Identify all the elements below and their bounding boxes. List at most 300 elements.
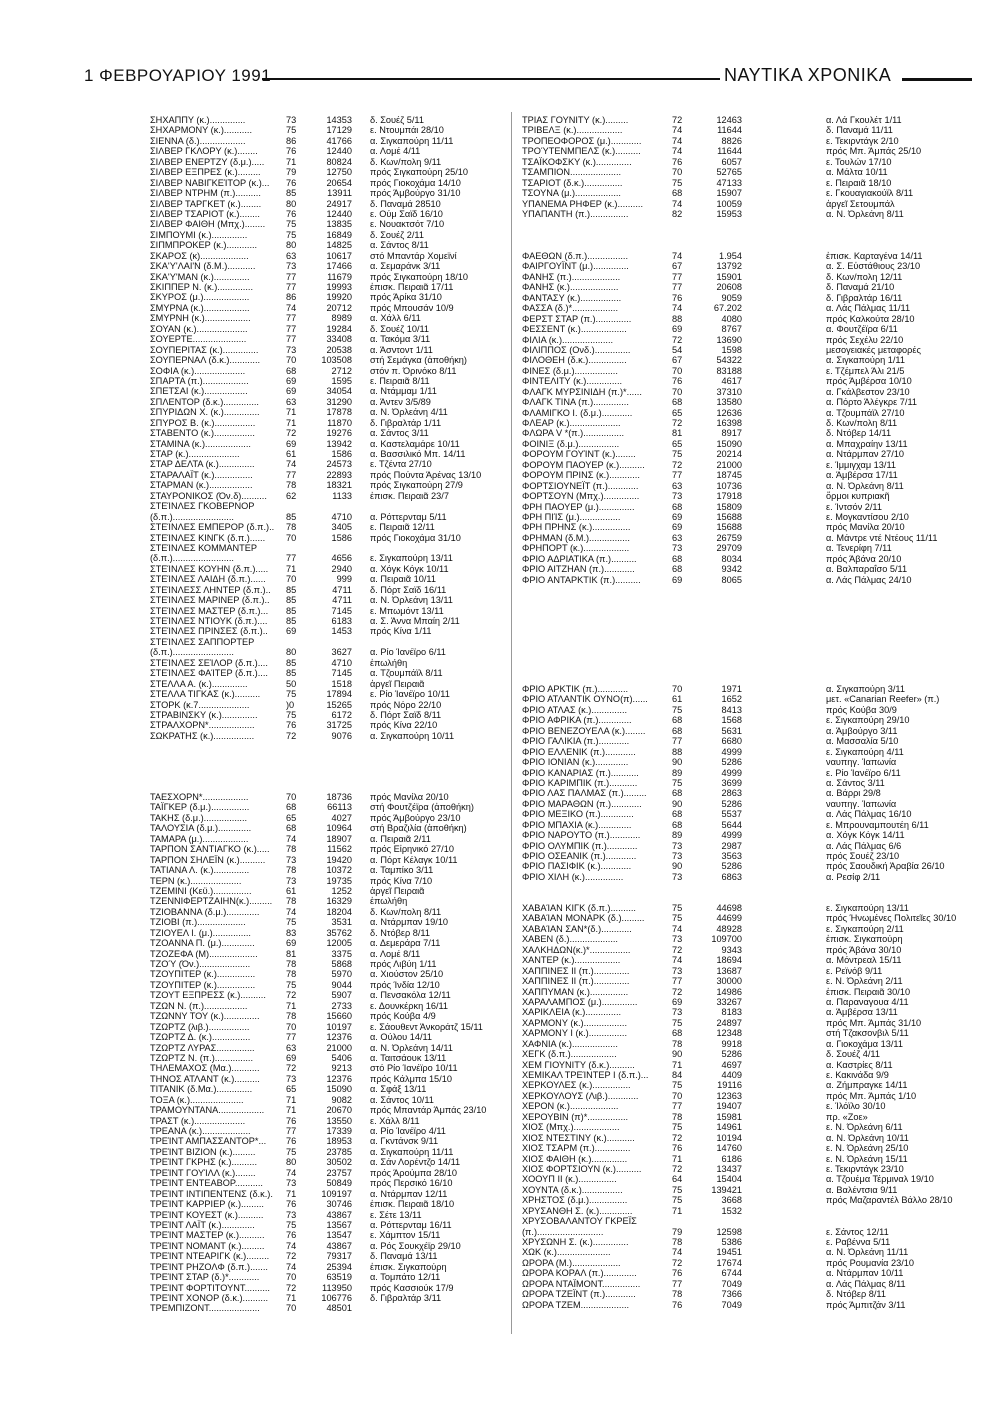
build-year: 71 (286, 1293, 297, 1303)
position: ε. Χάλλ 8/11 (370, 1115, 420, 1126)
tonnage: 8413 (721, 704, 742, 715)
ship-row (522, 841, 982, 851)
ship-row (150, 459, 500, 469)
ship-row (150, 115, 500, 125)
build-year: 75 (672, 449, 683, 460)
position: ε. Σιγκαπούρη 2/11 (826, 923, 904, 934)
ship-name: ΣΟΥΑΝ (κ.).................... (150, 323, 248, 334)
position: α. Σιγκαπούρη 1/11 (826, 355, 905, 366)
ship-row (150, 386, 500, 396)
tonnage: 63519 (326, 1272, 352, 1283)
ship-name: ΣΚΑΡΟΣ (κ)................... (150, 250, 249, 261)
build-year: 75 (286, 219, 297, 230)
build-year: 74 (672, 135, 683, 146)
position: α. Ντάρμπαν 27/10 (826, 449, 905, 460)
ship-name: ΧΙΟΣ ΝΤΕΣΤΙΝΥ (κ.)........... (522, 1132, 635, 1143)
ship-row (150, 969, 500, 979)
ship-name: ΦΡΙΟ ΜΠΑΧΙΑ (κ.)............. (522, 819, 632, 830)
tonnage: 12376 (326, 1032, 352, 1043)
ship-name: ΦΛΑΜΙΓΚΟ Ι. (δ.μ.)............ (522, 407, 633, 418)
build-year: 75 (672, 1080, 683, 1091)
ship-name: ΦΡΙΟ ΚΑΡΙΜΠΙΚ (π.)........... (522, 777, 638, 788)
ship-name: ΣΤΕΛΛΑ Α. (κ.).............. (150, 678, 248, 689)
position: α. Ν. Όρλεάνη 13/11 (370, 595, 453, 606)
ship-row (522, 293, 982, 303)
ship-row (150, 886, 500, 896)
build-year: 90 (672, 1049, 683, 1060)
ship-row (150, 491, 500, 501)
build-year: 63 (286, 250, 297, 261)
ship-row (150, 938, 500, 948)
build-year: 76 (672, 1268, 683, 1279)
ship-row (522, 726, 982, 736)
ship-row (522, 125, 982, 135)
ship-row (522, 115, 982, 125)
tonnage: 47133 (716, 177, 742, 188)
tonnage: 31725 (326, 720, 352, 731)
ship-name: ΦΡΙΟ ΙΟΝΙΑΝ (κ.)............. (522, 757, 629, 768)
position: α. Ρός Σουκχέϊρ 29/10 (370, 1240, 461, 1251)
build-year: 74 (286, 302, 297, 313)
position: πρός Σεχέλυ 22/10 (826, 334, 904, 345)
position: α. Ρεσίφ 2/11 (826, 871, 881, 882)
build-year: 76 (672, 1299, 683, 1310)
tonnage: 29709 (716, 543, 742, 554)
ship-row (522, 747, 982, 757)
ship-name: ΣΤΟΡΚ (κ.7.................... (150, 699, 250, 710)
ship-row (522, 851, 982, 861)
ship-name: ΣΤΕΊΝΛΕΣ ΛΑΙΔΗ (δ.π.)...... (150, 574, 266, 585)
build-year: 78 (672, 1289, 683, 1300)
position: α. Τζουμπάϊλ 8/11 (370, 668, 443, 679)
ship-name: ΦΡΙΟ ΝΑΡΟΥΤΟ (π.)............ (522, 830, 641, 841)
ship-row (150, 376, 500, 386)
ship-row (150, 1168, 500, 1178)
ship-name: ΤΑΚΗΣ (δ.μ.)................. (150, 812, 248, 823)
ship-name: ΧΑΠΠΙΝΕΣ ΙΙ (π.).............. (522, 976, 630, 987)
position: α. Άμβούργο 3/11 (826, 725, 898, 736)
tonnage: 31290 (326, 396, 352, 407)
ship-row (522, 778, 982, 788)
ship-row (150, 240, 500, 250)
ship-row (150, 564, 500, 574)
ship-row (522, 502, 982, 512)
tonnage: 103508 (321, 355, 352, 366)
ship-row (522, 684, 982, 694)
position: δ. Παναμά 21/10 (826, 282, 895, 293)
tonnage: 33267 (716, 996, 742, 1007)
position: α. Σιγκαπούρη 11/11 (370, 1146, 454, 1157)
build-year: 76 (672, 292, 683, 303)
build-year: 68 (672, 819, 683, 830)
ship-row (522, 1028, 982, 1038)
tonnage: 30000 (716, 976, 742, 987)
build-year: 69 (672, 996, 683, 1007)
ship-row (522, 934, 982, 944)
tonnage: 18953 (326, 1136, 352, 1147)
position: δ. Ντόβερ 8/11 (826, 1289, 886, 1300)
ship-row (522, 1227, 982, 1237)
build-year: 71 (672, 1059, 683, 1070)
tonnage: 106776 (321, 1293, 352, 1303)
ship-row (150, 731, 500, 741)
page-header (84, 66, 972, 90)
position: ναυπηγ. Ίαπωνία (826, 757, 897, 768)
position: ε. Μογκαντίσου 2/10 (826, 511, 909, 522)
tonnage: 13792 (716, 261, 742, 272)
tonnage: 20538 (326, 344, 352, 355)
build-year: 77 (286, 313, 297, 324)
build-year: 77 (286, 553, 297, 564)
ship-name: ΣΤΕΊΝΛΕΣ ΦΑΊΤΕΡ (δ.π.).... (150, 668, 268, 679)
ship-name: ΤΖΕΝΝΙΦΕΡΤΖΑΙΗΝ(κ.)......... (150, 896, 273, 907)
ship-name: ΣΠΛΕΝΤΟΡ (δ.κ.).............. (150, 396, 259, 407)
position: πρός Μπ. Άμπάς 31/10 (826, 1017, 922, 1028)
ship-row (150, 637, 500, 647)
position: πρός Μπουσάν 10/9 (370, 302, 454, 313)
position: μετ. «Canarian Reefer» (π.) (826, 694, 940, 705)
ship-name: ΧΑΠΠΥΜΑΝ (κ.)............... (522, 986, 629, 997)
ship-name: ΣΠΥΡΙΔΩΝ Χ. (κ.).............. (150, 407, 260, 418)
position: ε. Τζέμπελ Άλι 21/5 (826, 365, 905, 376)
ship-row (522, 997, 982, 1007)
ship-name: ΦΡΙΟ ΓΑΛΙΚΙΑ (π.)............ (522, 736, 630, 747)
tonnage: 17878 (326, 407, 352, 418)
ship-name: ΧΑΡΜΟΝΥ Ι (κ.)............... (522, 1028, 627, 1039)
ship-name: ΣΙΕΝΝΑ (δ.).................. (150, 135, 246, 146)
ship-name: ΣΤΑΡΜΑΝ (κ.)................. (150, 480, 253, 491)
ship-name: ΩΡΟΡΑ ΤΖΕΜ................... (522, 1299, 630, 1310)
ship-row (150, 1011, 500, 1021)
position: α. Καστρίες 8/11 (826, 1059, 893, 1070)
position: δ. Κων/πολη 9/11 (370, 156, 442, 167)
position: δ. Πόρτ Σαϊδ 16/11 (370, 584, 447, 595)
build-year: 78 (286, 1011, 297, 1022)
ship-name: ΧΕΡΚΟΥΛΟΥΣ (Λιβ.)............ (522, 1090, 639, 1101)
build-year: 63 (672, 532, 683, 543)
ship-name: ΣΤΕΊΝΛΕΣ ΝΤΙΟΥΚ (δ.π.).... (150, 616, 268, 626)
build-year: 63 (672, 480, 683, 491)
ship-row (150, 1053, 500, 1063)
build-year: 72 (672, 115, 683, 125)
tonnage: 41766 (326, 135, 352, 146)
build-year: 86 (286, 292, 297, 303)
tonnage: 8767 (721, 324, 742, 335)
position: πρός Μπ. Άμπάς 25/10 (826, 146, 922, 157)
tonnage: 30746 (326, 1199, 352, 1210)
tonnage: 4656 (331, 553, 352, 564)
build-year: 72 (286, 1063, 297, 1074)
position: α. Άμβέρσα 13/11 (826, 1007, 898, 1018)
ship-name: ΦΡΙΟ ΟΣΕΑΝΙΚ (π.)............ (522, 851, 637, 861)
ship-row (150, 668, 500, 678)
build-year: 70 (286, 532, 297, 543)
ship-name: ΣΤΕΊΝΛΕΣΣ ΛΗΝΤΕΡ (δ.π.).. (150, 584, 271, 595)
position: ε. Τζέντα 27/10 (370, 459, 432, 470)
position: ε. Χάμπτον 15/11 (370, 1230, 441, 1241)
position: ὅρμοι κυπριακῆ (826, 491, 890, 502)
tonnage: 26759 (716, 532, 742, 543)
position: πρός Γιοκοχάμα 31/10 (370, 532, 461, 543)
position: πρός Σιγκαπούρη 27/9 (370, 480, 463, 491)
tonnage: 15265 (326, 699, 352, 710)
position: α. Σ. Εὐστάθιους 23/10 (826, 261, 921, 272)
build-year: 76 (672, 1143, 683, 1154)
ship-row (522, 1060, 982, 1070)
build-year: 73 (672, 491, 683, 502)
build-year: 77 (286, 469, 297, 480)
tonnage: 19407 (716, 1101, 742, 1112)
tonnage: 1453 (331, 626, 352, 637)
tonnage: 30502 (326, 1157, 352, 1168)
build-year: 70 (286, 574, 297, 585)
ship-row (522, 512, 982, 522)
build-year: 76 (286, 1136, 297, 1147)
ship-name: ΣΠΑΡΤΑ (π.).................. (150, 375, 249, 386)
ship-name: ΤΡΑΣΤ (κ.).................... (150, 1115, 246, 1126)
position: α. Μασσαλία 5/10 (826, 736, 899, 747)
ship-name: ΧΟΟΥΠ ΙΙ (κ.)............... (522, 1174, 617, 1185)
ship-row (522, 1039, 982, 1049)
ship-name: ΦΟΡΤΣΙΟΥΝΕΪΤ (π.)............ (522, 480, 639, 491)
tonnage: 18907 (326, 833, 352, 844)
ship-row (150, 928, 500, 938)
ship-name: ΤΡΟΎΤΕΝΜΠΕΛΣ (κ.).......... (522, 146, 641, 157)
ship-name: ΣΚΑ'Υ'ΜΑΝ (κ.).............. (150, 271, 250, 282)
tonnage: 79317 (326, 1251, 352, 1262)
position: πρός Σιγκαπούρη 18/10 (370, 271, 468, 282)
build-year: 82 (672, 208, 683, 219)
tonnage: 14353 (326, 115, 352, 125)
build-year: 68 (286, 802, 297, 813)
publication-title: ΝΑΥΤΙΚΑ ΧΡΟΝΙΚΑ (724, 65, 892, 85)
ship-row (522, 945, 982, 955)
ship-row (522, 1007, 982, 1017)
ship-row (150, 896, 500, 906)
ship-row (522, 1206, 982, 1216)
tonnage: 13690 (716, 334, 742, 345)
tonnage: 21000 (716, 459, 742, 470)
ship-row (522, 1101, 982, 1111)
build-year: 62 (286, 490, 297, 501)
build-year: 73 (286, 1209, 297, 1220)
position: ε. Τεκιρντάγκ 23/10 (826, 1163, 904, 1174)
ship-row (522, 1185, 982, 1195)
position: πρός Σαουδική Άραβία 26/10 (826, 861, 945, 872)
tonnage: 18745 (716, 470, 742, 481)
build-year: 74 (672, 1247, 683, 1258)
ship-name: ΤΖΩΡΤΖ Δ. (κ.)............... (150, 1032, 251, 1043)
build-year: 73 (672, 543, 683, 554)
ship-row (150, 334, 500, 344)
ship-name: ΧΙΟΣ ΤΣΑΡΜ (π.).............. (522, 1143, 631, 1154)
tonnage: 6680 (721, 736, 742, 747)
tonnage: 23785 (326, 1146, 352, 1157)
ship-row (150, 959, 500, 969)
ship-name: ΣΤΕΊΝΛΕΣ ΠΡΙΝΣΕΣ (δ.π.).. (150, 626, 268, 637)
ship-name: ΣΤΕΊΝΛΕΣ ΚΟΜΜΑΝΤΕΡ (150, 542, 258, 553)
ship-name: ΣΙΛΒΕΡ ΓΚΛΟΡΥ (κ.)........ (150, 146, 258, 157)
ship-name: ΣΙΠΜΠΡΟΚΕΡ (κ.)............ (150, 240, 258, 251)
tonnage: 19420 (326, 854, 352, 865)
build-year: 70 (672, 1090, 683, 1101)
position: ε. Γκουαγιακούϊλ 8/11 (826, 188, 914, 199)
build-year: 70 (286, 1303, 297, 1314)
build-year: 78 (672, 1111, 683, 1122)
position: πρός Κίνα 1/11 (370, 626, 432, 637)
tonnage: 20712 (326, 302, 352, 313)
tonnage: 17466 (326, 261, 352, 272)
tonnage: 4710 (331, 511, 352, 522)
ship-row (150, 1262, 500, 1272)
tonnage: 2987 (721, 840, 742, 851)
tonnage: 48501 (326, 1303, 352, 1314)
build-year: 69 (286, 626, 297, 637)
ship-row (150, 647, 500, 657)
ship-row (150, 261, 500, 271)
tonnage: 11562 (327, 844, 352, 855)
position: α. Τενερίφη 7/11 (826, 543, 892, 554)
ship-row (522, 136, 982, 146)
ship-name: ΤΖΙΟΒΙ (π.)................... (150, 917, 246, 928)
position: α. Σιγκαπούρη 11/11 (370, 135, 454, 146)
ship-row (522, 1049, 982, 1059)
build-year: 54 (672, 344, 683, 355)
ship-row (522, 1112, 982, 1122)
position: δ. Σουέζ 10/11 (370, 323, 430, 334)
position: πρός Κούβα 30/9 (826, 704, 897, 715)
ship-name: ΤΣΟΥΝΑ (μ.).................. (522, 188, 621, 199)
ship-row (522, 1279, 982, 1289)
ship-row (522, 146, 982, 156)
position: πρός Καλκούτα 28/10 (826, 313, 915, 324)
ship-row (150, 1074, 500, 1084)
build-year: 77 (286, 334, 297, 345)
tonnage: 9076 (331, 730, 352, 741)
position: α. Γιοκοχάμα 13/11 (826, 1038, 903, 1049)
ship-name: ΤΖΩΝΝΥ ΤΟΥ (κ.).............. (150, 1011, 260, 1022)
page-date: 1 ΦΕΒΡΟΥΑΡΙΟΥ 1991 (84, 66, 272, 85)
ship-name: ΣΙΛΒΕΡ ΝΤΡΗΜ (π.).......... (150, 188, 261, 199)
position: α. Ταμπίκο 3/11 (370, 865, 434, 876)
build-year: 65 (286, 1084, 297, 1095)
ship-name: ΣΙΛΒΕΡ ΕΞΠΡΕΣ (κ.)......... (150, 167, 261, 178)
ship-row (150, 480, 500, 490)
tonnage: 20670 (326, 1105, 352, 1116)
ship-name: ΧΑΠΠΙΝΕΣ ΙΙ (π.).............. (522, 965, 630, 976)
position: ἀργεῖ Πειραιᾶ (370, 885, 425, 896)
build-year: 69 (286, 375, 297, 386)
build-year: 65 (286, 812, 297, 823)
position: α. Γκάλβεστον 23/10 (826, 386, 910, 397)
build-year: 88 (672, 313, 683, 324)
tonnage: 43867 (326, 1209, 352, 1220)
ship-name: ΦΡΗΠΟΡΤ (κ.).................. (522, 543, 630, 554)
ship-row (522, 355, 982, 365)
ship-name: ΦΑΙΡΓΟΥΪΝΤ (μ.).............. (522, 261, 629, 272)
ship-name: ΦΑΝΤΑΣΥ (κ.)................ (522, 292, 622, 303)
build-year: 68 (672, 397, 683, 408)
build-year: 70 (286, 355, 297, 366)
build-year: 74 (672, 923, 683, 934)
build-year: 75 (672, 177, 683, 188)
ship-name: ΤΖΟΥΠΙΤΕΡ (κ.)............... (150, 969, 256, 980)
build-year: 90 (672, 757, 683, 768)
tonnage: 7049 (721, 1299, 742, 1310)
ship-row (150, 658, 500, 668)
build-year: 61 (672, 694, 683, 705)
position: α. Ντάμμαμ 1/11 (370, 386, 437, 397)
build-year: 71 (286, 1000, 297, 1011)
tonnage: 24897 (716, 1017, 742, 1028)
ship-name: ΦΛΕΑΡ (κ.).................... (522, 418, 621, 428)
tonnage: 999 (336, 574, 352, 585)
build-year: 78 (286, 844, 297, 855)
tonnage: 10617 (326, 250, 352, 261)
ship-name: ΧΡΗΣΤΟΣ (δ.μ.)............... (522, 1195, 628, 1206)
tonnage: 2940 (331, 563, 352, 574)
position: ἐπωλήθη (370, 657, 408, 668)
ship-row (150, 823, 500, 833)
build-year: 75 (672, 913, 683, 924)
ship-row (522, 694, 982, 704)
build-year: 71 (286, 407, 297, 418)
build-year: 75 (672, 704, 683, 715)
tonnage: 5631 (721, 725, 742, 736)
ship-name: ΧΑΒΑΊΑΝ ΚΙΓΚ (δ.π.).......... (522, 903, 636, 913)
ship-row (150, 980, 500, 990)
ship-name: ΧΑΒΑΊΑΝ ΜΟΝΑΡΚ (δ.)......... (522, 913, 645, 924)
ship-row (522, 491, 982, 501)
tonnage: 15907 (716, 188, 742, 199)
ship-name: ΣΗΧΑΡΜΟΝΥ (κ.)........... (150, 125, 252, 136)
ship-row (150, 313, 500, 323)
tonnage: 1518 (331, 678, 352, 689)
tonnage: 10736 (716, 480, 742, 491)
tonnage: 5386 (721, 1237, 742, 1247)
build-year: 61 (286, 885, 297, 896)
build-year: 72 (286, 1251, 297, 1262)
build-year: 72 (286, 990, 297, 1001)
ship-row (150, 512, 500, 522)
position: δ. Παναμά 28510 (370, 198, 441, 209)
tonnage: 1595 (331, 375, 352, 386)
tonnage: 10372 (326, 865, 352, 876)
position: ε. Ν. Όρλεάνη 25/10 (826, 1143, 909, 1154)
ship-name: ΦΡΙΟ ΑΙΤΖΗΑΝ (π.)............ (522, 564, 635, 575)
ship-name: ΧΙΟΣ ΦΑΙΘΗ (κ.).............. (522, 1153, 628, 1164)
tonnage: 19451 (716, 1247, 742, 1258)
tonnage: 16849 (326, 229, 352, 240)
tonnage: 23757 (326, 1167, 352, 1178)
ship-row (150, 1189, 500, 1199)
position: α. Σφάξ 13/11 (370, 1084, 427, 1095)
build-year: 68 (286, 365, 297, 376)
position: πρός Άμπιτζάν 3/11 (826, 1299, 906, 1310)
tonnage: 17894 (326, 689, 352, 700)
ship-row (522, 1258, 982, 1268)
ship-name: (δ.π.)........................ (150, 553, 234, 564)
ship-name: ΧΡΥΣΩΝΗ Σ. (κ.).............. (522, 1237, 629, 1247)
ship-row (522, 554, 982, 564)
ship-row (150, 1095, 500, 1105)
build-year: 79 (286, 167, 297, 178)
tonnage: 18204 (326, 906, 352, 917)
position: α. Πενσακόλα 12/11 (370, 990, 451, 1001)
ship-name: ΤΡΕΊΝΤ ΚΟΥΕΣΤ (κ.).......... (150, 1209, 264, 1220)
tonnage: 13580 (716, 397, 742, 408)
position: α. Ν. Όρλεάνη 11/11 (826, 1247, 909, 1258)
